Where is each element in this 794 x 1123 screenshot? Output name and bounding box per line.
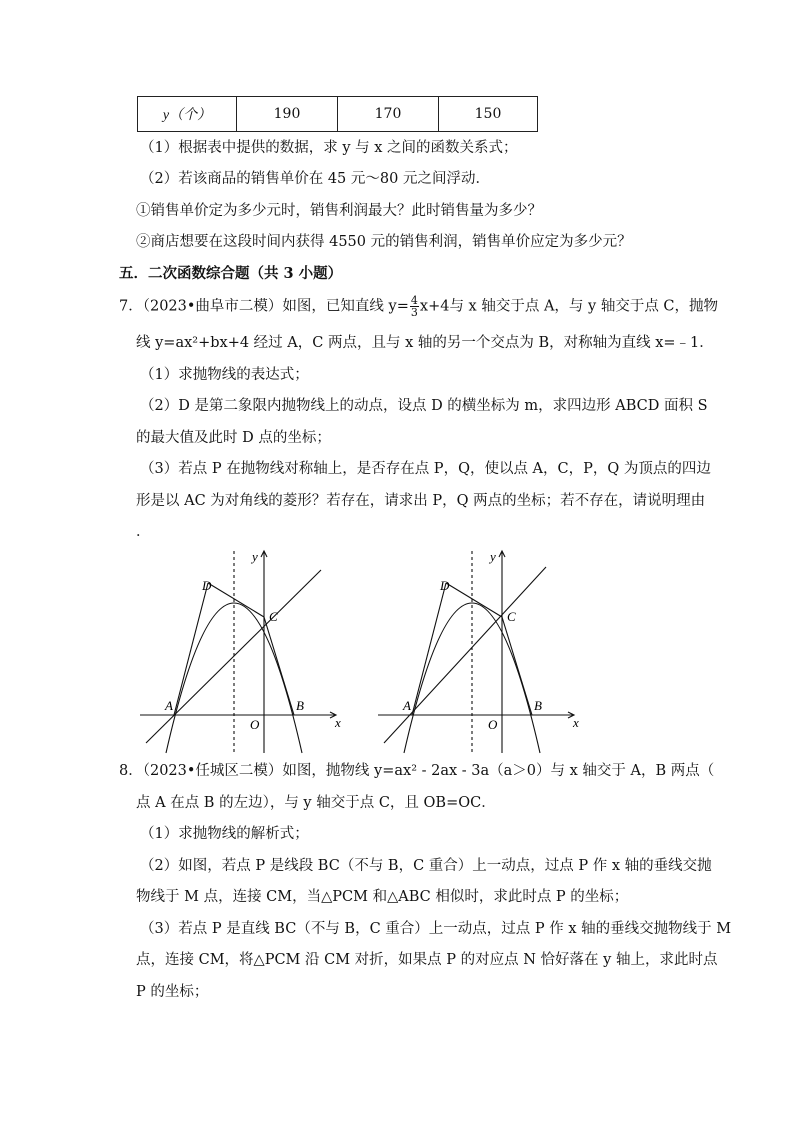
data-table (137, 96, 538, 132)
parabola-figure-left (136, 545, 346, 755)
segment-cb (264, 617, 294, 715)
fraction-numerator: 4 (410, 294, 418, 307)
q8-head: 8．（2023•任城区二模）如图，抛物线 y=ax² - 2ax - 3a（a＞0）与 x 轴交于 A，B 两点（ (119, 763, 715, 779)
q8-line2: 点 A 在点 B 的左边），与 y 轴交于点 C，且 OB=OC． (136, 795, 496, 811)
table-row-label: y（个） (138, 97, 237, 132)
segment-dc (446, 583, 502, 617)
q7-part3a: （3）若点 P 在抛物线对称轴上，是否存在点 P，Q，使以点 A，C，P，Q 为顶点的四边 (140, 461, 711, 477)
label-origin: O (250, 717, 260, 732)
segment-dc (208, 583, 264, 617)
fraction-denominator: 3 (410, 306, 418, 319)
q8-part2b: 物线于 M 点，连接 CM，当△PCM 和△ABC 相似时，求此时点 P 的坐标； (136, 889, 629, 905)
label-b: B (296, 698, 304, 713)
q6-part1: （1）根据表中提供的数据，求 y 与 x 之间的函数关系式； (140, 140, 518, 156)
label-b: B (534, 698, 542, 713)
q7-part1: （1）求抛物线的表达式； (140, 367, 309, 383)
label-x: x (573, 715, 579, 730)
label-c: C (507, 609, 516, 624)
label-a: A (165, 698, 173, 713)
line-ac (384, 567, 546, 743)
table-cell: 170 (338, 97, 439, 132)
q7-part3b: 形是以 AC 为对角线的菱形？若存在，请求出 P，Q 两点的坐标；若不存在，请说明理由 (136, 493, 706, 509)
label-x: x (335, 715, 341, 730)
q8-part3c: P 的坐标； (136, 984, 209, 1000)
label-d: D (202, 578, 212, 593)
q7-part2b: 的最大值及此时 D 点的坐标； (136, 430, 331, 446)
label-a: A (403, 698, 411, 713)
table-row (138, 97, 538, 132)
q8-part3b: 点，连接 CM，将△PCM 沿 CM 对折，如果点 P 的对应点 N 恰好落在 y 轴上，求此时点 (136, 952, 718, 968)
fraction (410, 295, 419, 318)
label-y: y (490, 549, 496, 564)
q8-part3a: （3）若点 P 是直线 BC（不与 B，C 重合）上一动点，过点 P 作 x 轴的垂线交抛物线于 M (140, 921, 732, 937)
label-y: y (252, 549, 258, 564)
q7-head-a: 7．（2023•曲阜市二模）如图，已知直线 y= (119, 298, 409, 315)
q7-head (119, 295, 718, 318)
q6-part2: （2）若该商品的销售单价在 45 元～80 元之间浮动． (140, 171, 490, 187)
segment-cb (502, 617, 532, 715)
label-d: D (440, 578, 450, 593)
label-c: C (269, 609, 278, 624)
q6-part2a: ①销售单价定为多少元时，销售利润最大？此时销售量为多少？ (136, 203, 542, 219)
q8-part1: （1）求抛物线的解析式； (140, 826, 309, 842)
q6-part2b: ②商店想要在这段时间内获得 4550 元的销售利润，销售单价应定为多少元？ (136, 234, 632, 250)
table-cell: 150 (439, 97, 538, 132)
q7-line2: 线 y=ax²+bx+4 经过 A，C 两点，且与 x 轴的另一个交点为 B，对称轴为直线 x=﹣1． (136, 335, 714, 351)
parabola-figure-right (374, 545, 584, 755)
q7-head-b: x+4与 x 轴交于点 A，与 y 轴交于点 C，抛物 (419, 298, 719, 315)
table-cell: 190 (237, 97, 338, 132)
section-heading: 五．二次函数综合题（共 3 小题） (119, 265, 343, 282)
q7-part3c: ． (136, 524, 151, 540)
label-origin: O (488, 717, 498, 732)
q7-part2a: （2）D 是第二象限内抛物线上的动点，设点 D 的横坐标为 m，求四边形 ABCD 面积 S (140, 398, 708, 414)
q8-part2a: （2）如图，若点 P 是线段 BC（不与 B，C 重合）上一动点，过点 P 作 x 轴的垂线交抛 (140, 858, 712, 874)
segment-ad (174, 583, 208, 715)
segment-ad (412, 583, 446, 715)
